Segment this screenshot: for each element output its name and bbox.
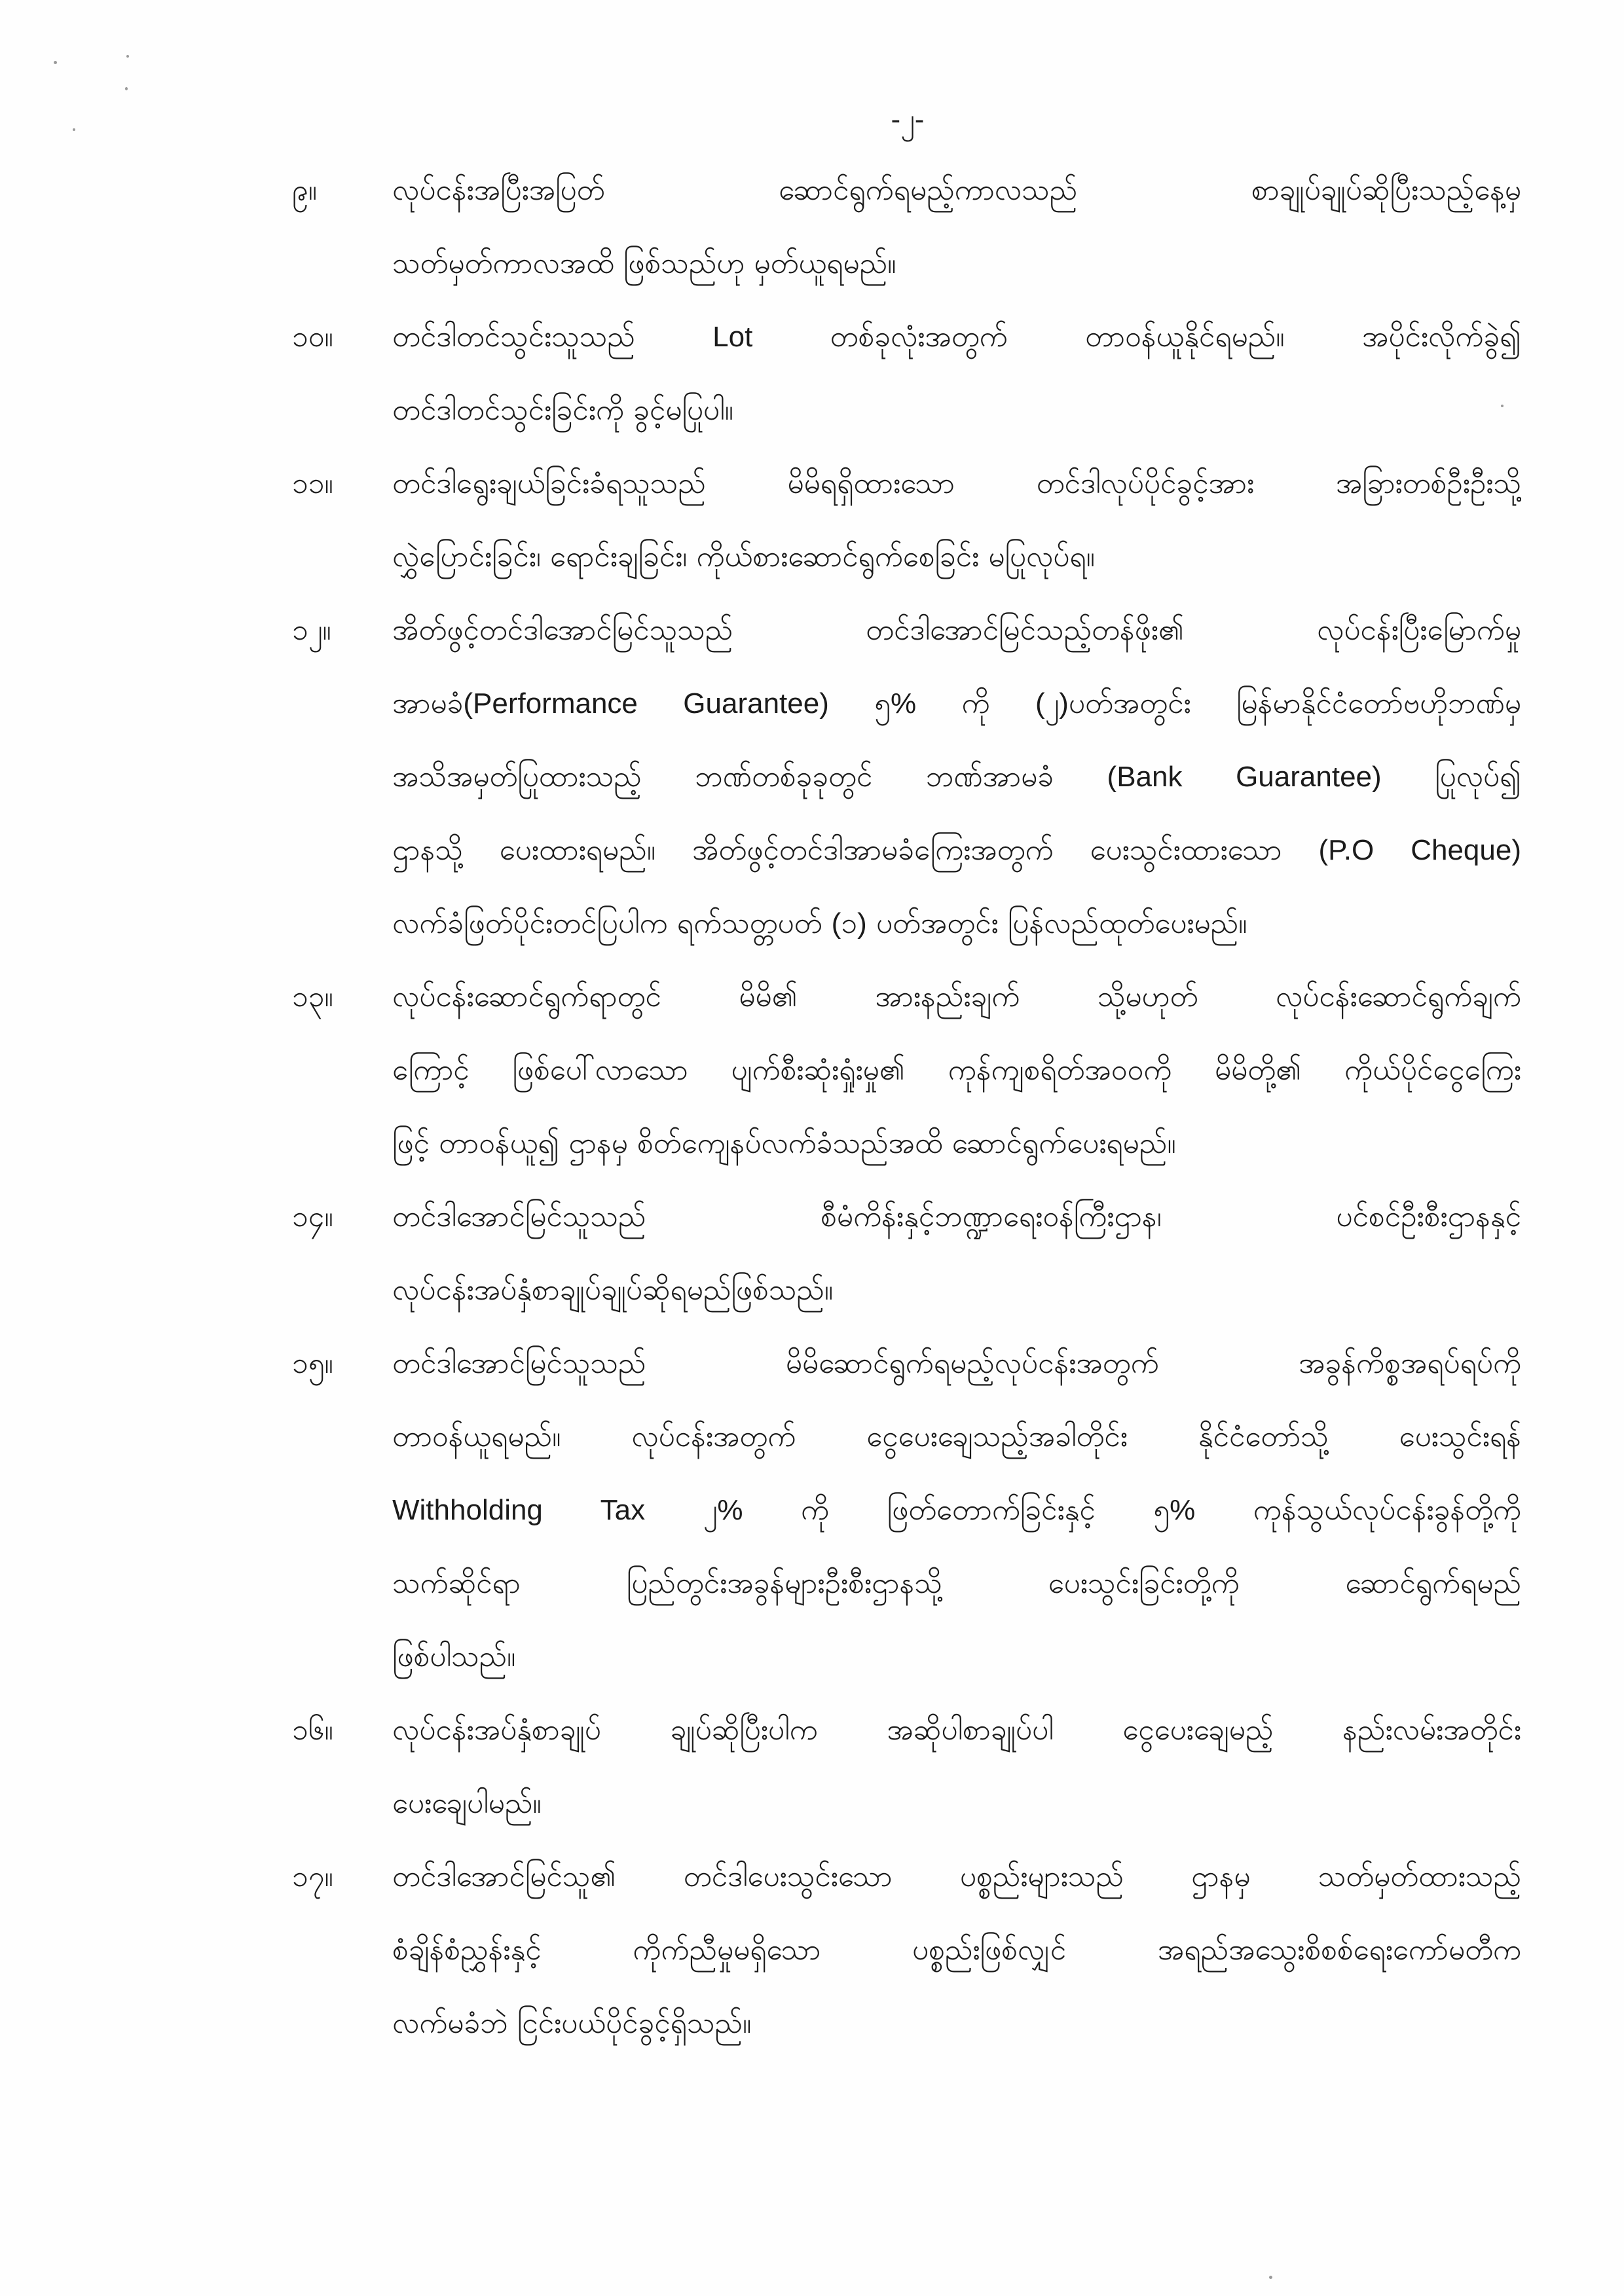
clause-number: ၁၀။ bbox=[292, 321, 333, 353]
clause-text-line: လုပ်ငန်းအပ်နှံစာချုပ်ချုပ်ဆိုရမည်ဖြစ်သည်။ bbox=[392, 1274, 834, 1306]
clause-number: ၁၇။ bbox=[292, 1861, 333, 1893]
clause-text-line: တင်ဒါတင်သွင်းခြင်းကို ခွင့်မပြုပါ။ bbox=[392, 394, 733, 426]
clause-body bbox=[392, 447, 1521, 594]
clause-body bbox=[392, 1180, 1521, 1327]
clause-text-line: လုပ်ငန်းအပြီးအပြတ် ဆောင်ရွက်ရမည့်ကာလသည် စာချုပ်ချုပ်ဆိုပြီးသည့်နေ့မှ bbox=[392, 174, 1521, 206]
clause-17 bbox=[0, 1840, 1624, 2060]
clause-11 bbox=[0, 447, 1624, 594]
clause-number: ၁၆။ bbox=[292, 1714, 333, 1746]
clause-body bbox=[392, 960, 1521, 1180]
clause-body bbox=[392, 154, 1521, 301]
clause-12 bbox=[0, 594, 1624, 960]
clause-number: ၁၄။ bbox=[292, 1201, 333, 1233]
scan-speck bbox=[126, 55, 129, 58]
clause-number: ၉။ bbox=[292, 174, 318, 206]
scan-speck bbox=[73, 128, 75, 131]
clause-number: ၁၁။ bbox=[292, 467, 333, 500]
clause-text-line: လုပ်ငန်းဆောင်ရွက်ရာတွင် မိမိ၏ အားနည်းချက် သို့မဟုတ် လုပ်ငန်းဆောင်ရွက်ချက် bbox=[392, 981, 1521, 1013]
page-number: -၂- bbox=[891, 103, 925, 136]
clause-text-line: သက်ဆိုင်ရာ ပြည်တွင်းအခွန်များဦးစီးဌာနသို့ ပေးသွင်းခြင်းတို့ကို ဆောင်ရွက်ရမည် bbox=[392, 1567, 1521, 1599]
clause-text-line: ဖြင့် တာဝန်ယူ၍ ဌာနမှ စိတ်ကျေနပ်လက်ခံသည်အထိ ဆောင်ရွက်ပေးရမည်။ bbox=[392, 1127, 1176, 1159]
clause-body bbox=[392, 594, 1521, 960]
clause-text-line: ဌာနသို့ ပေးထားရမည်။ အိတ်ဖွင့်တင်ဒါအာမခံကြေးအတွက် ပေးသွင်းထားသော (P.O Cheque) bbox=[392, 834, 1521, 866]
clause-text-line: တာဝန်ယူရမည်။ လုပ်ငန်းအတွက် ငွေပေးချေသည့်အခါတိုင်း နိုင်ငံတော်သို့ ပေးသွင်းရန် bbox=[392, 1421, 1521, 1453]
clause-text-line: Withholding Tax ၂% ကို ဖြတ်တောက်ခြင်းနှင့် ၅% ကုန်သွယ်လုပ်ငန်းခွန်တို့ကို bbox=[392, 1494, 1521, 1526]
clause-text-line: စံချိန်စံညွှန်းနှင့် ကိုက်ညီမှုမရှိသော ပစ္စည်းဖြစ်လျှင် အရည်အသွေးစိစစ်ရေးကော်မတီက bbox=[392, 1934, 1521, 1966]
clause-text-line: လွှဲပြောင်းခြင်း၊ ရောင်းချခြင်း၊ ကိုယ်စားဆောင်ရွက်စေခြင်း မပြုလုပ်ရ။ bbox=[392, 541, 1095, 573]
clause-13 bbox=[0, 960, 1624, 1180]
clause-text-line: ပေးချေပါမည်။ bbox=[392, 1787, 542, 1819]
clause-9 bbox=[0, 154, 1624, 301]
clause-text-line: လက်မခံဘဲ ငြင်းပယ်ပိုင်ခွင့်ရှိသည်။ bbox=[392, 2007, 752, 2039]
clause-10 bbox=[0, 301, 1624, 447]
clause-text-line: လက်ခံဖြတ်ပိုင်းတင်ပြပါက ရက်သတ္တပတ် (၁) ပတ်အတွင်း ပြန်လည်ထုတ်ပေးမည်။ bbox=[392, 907, 1247, 939]
scan-speck bbox=[1269, 2276, 1272, 2279]
clause-15 bbox=[0, 1327, 1624, 1694]
clause-text-line: သတ်မှတ်ကာလအထိ ဖြစ်သည်ဟု မှတ်ယူရမည်။ bbox=[392, 247, 896, 280]
clause-body bbox=[392, 301, 1521, 447]
scan-speck bbox=[54, 61, 57, 64]
clause-number: ၁၅။ bbox=[292, 1347, 333, 1379]
clause-body bbox=[392, 1840, 1521, 2060]
clause-body bbox=[392, 1327, 1521, 1694]
clause-text-line: လုပ်ငန်းအပ်နှံစာချုပ် ချုပ်ဆိုပြီးပါက အဆိုပါစာချုပ်ပါ ငွေပေးချေမည့် နည်းလမ်းအတိုင်း bbox=[392, 1714, 1521, 1746]
clause-16 bbox=[0, 1694, 1624, 1840]
clause-text-line: အသိအမှတ်ပြုထားသည့် ဘဏ်တစ်ခုခုတွင် ဘဏ်အာမခံ (Bank Guarantee) ပြုလုပ်၍ bbox=[392, 761, 1521, 793]
clause-text-line: တင်ဒါအောင်မြင်သူသည် စီမံကိန်းနှင့်ဘဏ္ဍာရေးဝန်ကြီးဌာန၊ ပင်စင်ဦးစီးဌာနနှင့် bbox=[392, 1201, 1521, 1233]
clause-body bbox=[392, 1694, 1521, 1840]
clause-text-line: အိတ်ဖွင့်တင်ဒါအောင်မြင်သူသည် တင်ဒါအောင်မြင်သည့်တန်ဖိုး၏ လုပ်ငန်းပြီးမြောက်မှု bbox=[392, 614, 1521, 646]
clause-number: ၁၃။ bbox=[292, 981, 333, 1013]
clause-list bbox=[0, 154, 1624, 2060]
clause-text-line: တင်ဒါအောင်မြင်သူ၏ တင်ဒါပေးသွင်းသော ပစ္စည်းများသည် ဌာနမှ သတ်မှတ်ထားသည့် bbox=[392, 1861, 1521, 1893]
clause-text-line: အာမခံ(Performance Guarantee) ၅% ကို (၂)ပတ်အတွင်း မြန်မာနိုင်ငံတော်ဗဟိုဘဏ်မှ bbox=[392, 687, 1521, 720]
clause-text-line: ဖြစ်ပါသည်။ bbox=[392, 1641, 516, 1673]
clause-number: ၁၂။ bbox=[292, 614, 331, 646]
clause-14 bbox=[0, 1180, 1624, 1327]
clause-text-line: တင်ဒါရွေးချယ်ခြင်းခံရသူသည် မိမိရရှိထားသော တင်ဒါလုပ်ပိုင်ခွင့်အား အခြားတစ်ဦးဦးသို့ bbox=[392, 467, 1521, 500]
clause-text-line: တင်ဒါအောင်မြင်သူသည် မိမိဆောင်ရွက်ရမည့်လုပ်ငန်းအတွက် အခွန်ကိစ္စအရပ်ရပ်ကို bbox=[392, 1347, 1521, 1379]
clause-text-line: ကြောင့် ဖြစ်ပေါ်လာသော ပျက်စီးဆုံးရှုံးမှု၏ ကုန်ကျစရိတ်အဝဝကို မိမိတို့၏ ကိုယ်ပိုင်ငွေကြေး bbox=[392, 1054, 1521, 1086]
scan-speck bbox=[125, 87, 128, 90]
clause-text-line: တင်ဒါတင်သွင်းသူသည် Lot တစ်ခုလုံးအတွက် တာဝန်ယူနိုင်ရမည်။ အပိုင်းလိုက်ခွဲ၍ bbox=[392, 321, 1521, 353]
